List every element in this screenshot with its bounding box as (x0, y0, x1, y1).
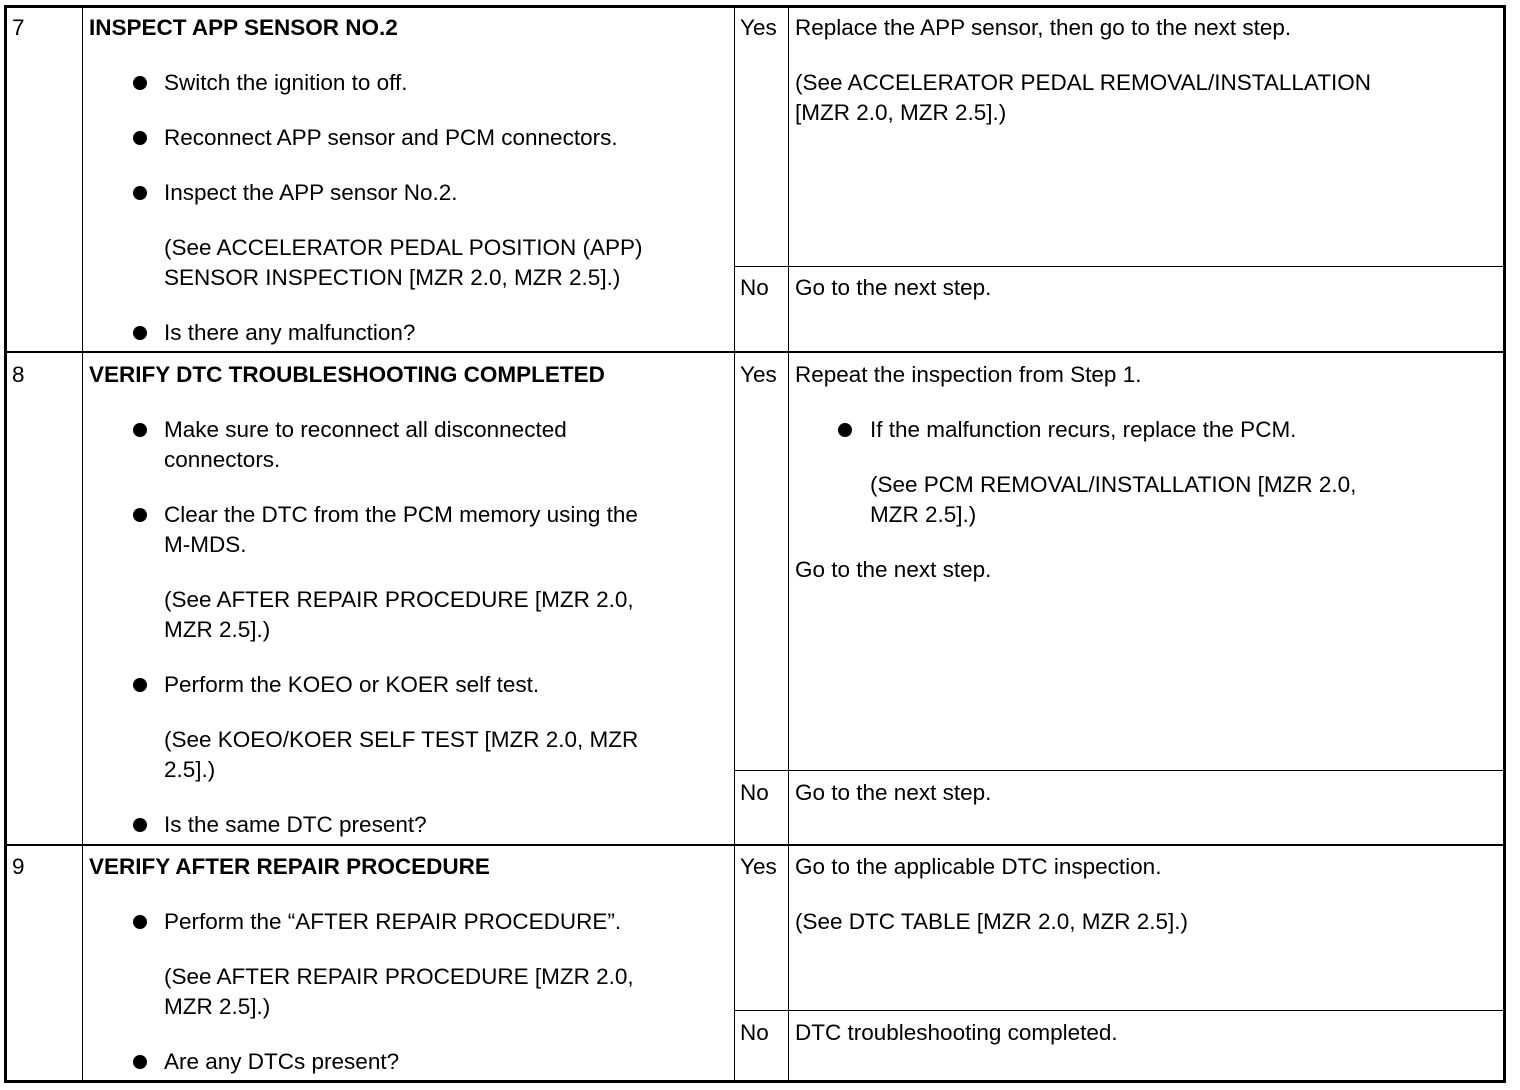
bullet-icon (133, 326, 147, 340)
procedure-question: Is the same DTC present? (164, 812, 427, 837)
step-title: INSPECT APP SENSOR NO.2 (89, 15, 398, 40)
procedure-item: connectors. (164, 447, 281, 472)
procedure-item: Perform the KOEO or KOER self test. (164, 672, 540, 697)
yes-reference: (See ACCELERATOR PEDAL REMOVAL/INSTALLATION (795, 70, 1372, 95)
yes-label: Yes (740, 854, 777, 879)
procedure-reference: SENSOR INSPECTION [MZR 2.0, MZR 2.5].) (164, 265, 621, 290)
bullet-icon (133, 423, 147, 437)
yes-reference: [MZR 2.0, MZR 2.5].) (795, 100, 1007, 125)
yes-label: Yes (740, 362, 777, 387)
bullet-icon (133, 186, 147, 200)
bullet-icon (838, 423, 852, 437)
no-action: Go to the next step. (795, 275, 992, 300)
procedure-question: Is there any malfunction? (164, 320, 416, 345)
no-label: No (740, 780, 769, 805)
no-label: No (740, 1020, 769, 1045)
yes-action-followup: Go to the next step. (795, 557, 992, 582)
procedure-item: Make sure to reconnect all disconnected (164, 417, 567, 442)
bullet-icon (133, 915, 147, 929)
row-divider-8-9 (6, 844, 1504, 846)
procedure-question: Are any DTCs present? (164, 1049, 400, 1074)
yes-reference: MZR 2.5].) (870, 502, 977, 527)
procedure-reference: (See AFTER REPAIR PROCEDURE [MZR 2.0, (164, 964, 634, 989)
procedure-item: Clear the DTC from the PCM memory using the (164, 502, 638, 527)
procedure-item: M-MDS. (164, 532, 247, 557)
yes-reference: (See DTC TABLE [MZR 2.0, MZR 2.5].) (795, 909, 1189, 934)
step-number: 7 (12, 15, 25, 40)
procedure-reference: MZR 2.5].) (164, 994, 271, 1019)
yes-no-divider-8 (734, 770, 1504, 771)
column-divider-step (82, 7, 83, 1082)
no-label: No (740, 275, 769, 300)
step-title: VERIFY DTC TROUBLESHOOTING COMPLETED (89, 362, 605, 387)
procedure-reference: (See AFTER REPAIR PROCEDURE [MZR 2.0, (164, 587, 634, 612)
procedure-item: Switch the ignition to off. (164, 70, 408, 95)
bullet-icon (133, 678, 147, 692)
bullet-icon (133, 76, 147, 90)
bullet-icon (133, 1055, 147, 1069)
no-action: DTC troubleshooting completed. (795, 1020, 1118, 1045)
yes-bullet: If the malfunction recurs, replace the PCM. (870, 417, 1297, 442)
procedure-reference: 2.5].) (164, 757, 216, 782)
step-title: VERIFY AFTER REPAIR PROCEDURE (89, 854, 490, 879)
yes-no-divider-7 (734, 266, 1504, 267)
yes-action: Replace the APP sensor, then go to the next step. (795, 15, 1292, 40)
procedure-item: Perform the “AFTER REPAIR PROCEDURE”. (164, 909, 622, 934)
procedure-item: Inspect the APP sensor No.2. (164, 180, 458, 205)
yes-action: Go to the applicable DTC inspection. (795, 854, 1162, 879)
no-action: Go to the next step. (795, 780, 992, 805)
column-divider-result (734, 7, 735, 1082)
bullet-icon (133, 818, 147, 832)
step-number: 8 (12, 362, 25, 387)
yes-reference: (See PCM REMOVAL/INSTALLATION [MZR 2.0, (870, 472, 1357, 497)
procedure-reference: (See KOEO/KOER SELF TEST [MZR 2.0, MZR (164, 727, 639, 752)
bullet-icon (133, 131, 147, 145)
procedure-reference: MZR 2.5].) (164, 617, 271, 642)
yes-action: Repeat the inspection from Step 1. (795, 362, 1142, 387)
procedure-reference: (See ACCELERATOR PEDAL POSITION (APP) (164, 235, 643, 260)
procedure-item: Reconnect APP sensor and PCM connectors. (164, 125, 618, 150)
yes-no-divider-9 (734, 1010, 1504, 1011)
row-divider-7-8 (6, 351, 1504, 353)
yes-label: Yes (740, 15, 777, 40)
column-divider-action (788, 7, 789, 1082)
step-number: 9 (12, 854, 25, 879)
bullet-icon (133, 508, 147, 522)
